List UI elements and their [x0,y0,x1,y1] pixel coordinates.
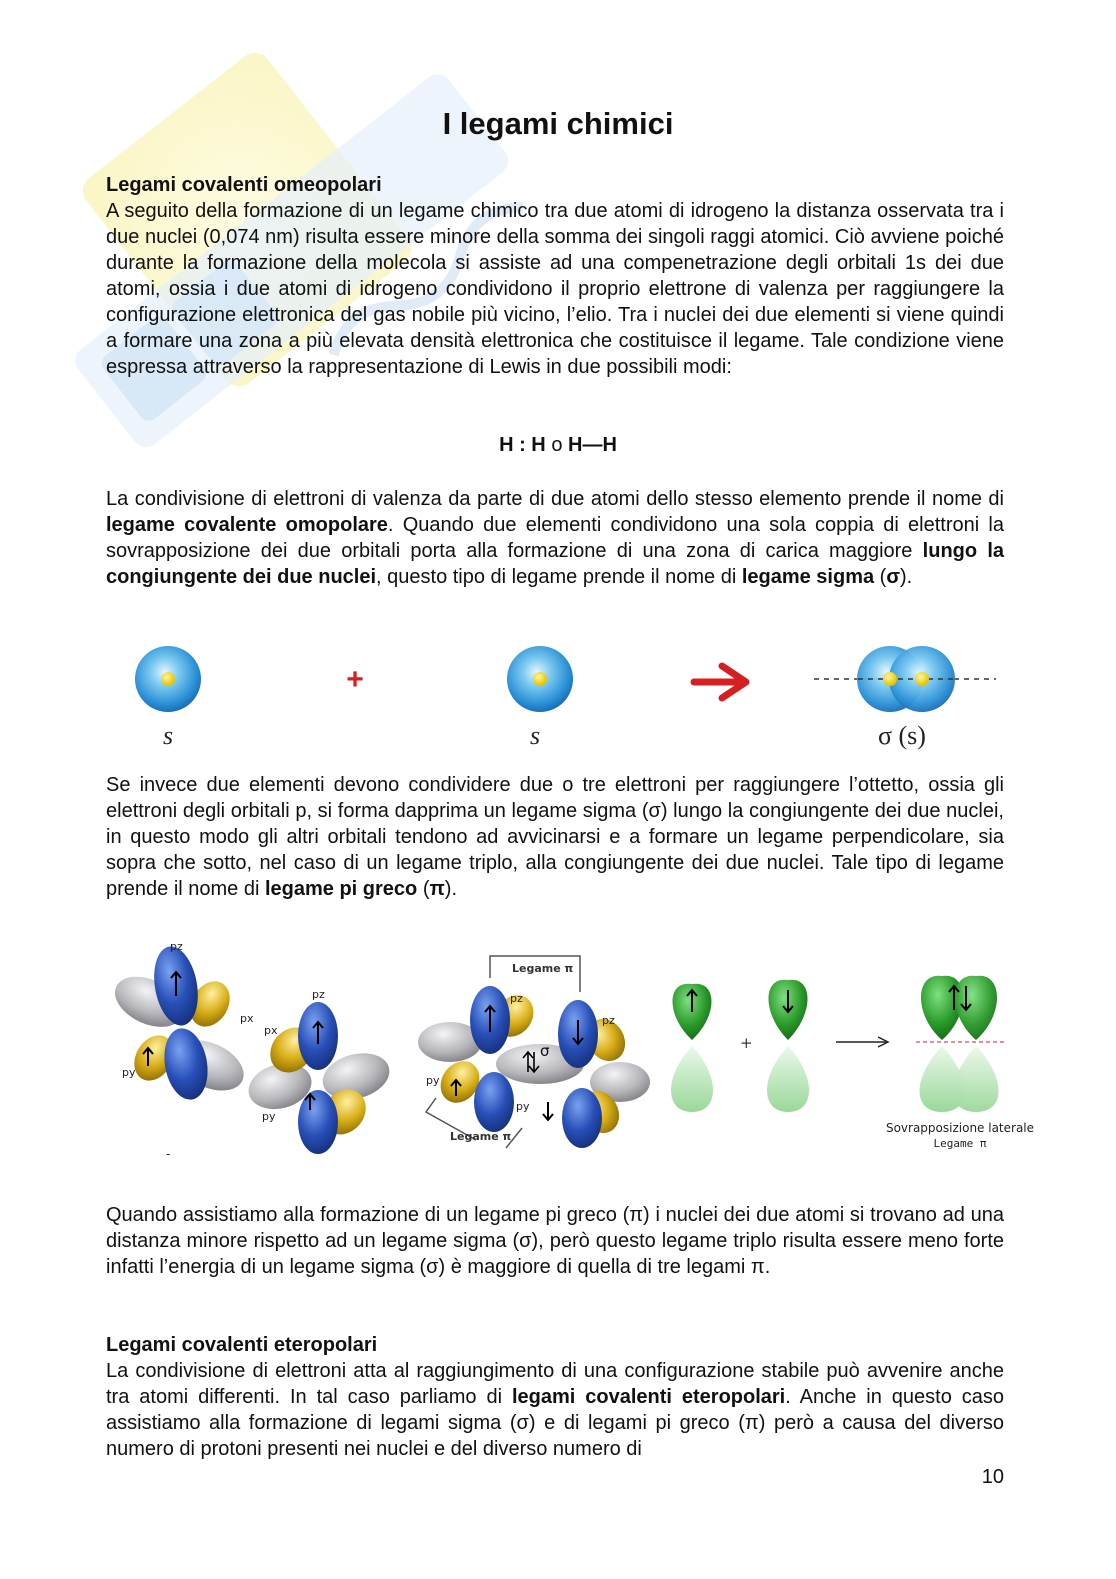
text-run: ). [900,566,913,588]
text-run: . Anche in questo caso assistiamo alla formazione di legami sigma (σ) e di legami pi greco (π) però a causa del diverso numero di protoni presenti nei nuclei e del diverso numero di [106,1386,1005,1460]
term-legame-pi-greco: legame pi greco [264,878,418,900]
text-run: ( [417,878,430,900]
green-lateral-overlap [916,976,1004,1112]
label-py-2: py [262,1110,276,1123]
s-orbital-1 [135,646,201,712]
label-py-1: py [122,1066,136,1079]
label-pz-4: pz [602,1014,615,1027]
text-run: , questo tipo di legame prende il nome di [376,566,742,588]
figure-p-orbitals-pi-bond [104,936,1044,1166]
text-run: La condivisione di elettroni di valenza da parte di due atomi dello stesso elemento prende il nome di [106,488,1004,510]
label-pz-2: pz [312,988,325,1001]
figure-s-orbital-overlap [106,636,1006,760]
label-sovrapposizione: Sovrapposizione laterale [885,1121,1035,1135]
label-px-1: px [240,1012,254,1025]
label-py-3: py [426,1074,440,1087]
text-run: La condivisione di elettroni atta al raggiungimento di una configurazione stabile può avvenire anche tra atomi differenti. In tal caso parliamo di [106,1360,1004,1408]
label-px-2: px [264,1024,278,1037]
text-run: . Quando due elementi condividono una sola coppia di elettroni la sovrapposizione dei due orbitali porta alla formazione di una zona di carica maggiore [106,514,1004,562]
label-s1: s [163,721,174,750]
text-run: ( [874,566,887,588]
term-legami-covalenti-eteropolari: legami covalenti eteropolari [511,1386,786,1408]
section-omeopolari [106,172,1004,380]
p-orbital-atom-1 [107,943,252,1103]
green-p-orbital-1 [671,984,713,1112]
plus-sign-2: + [740,1034,753,1052]
label-legame-pi-caption: Legame π [933,1137,987,1150]
paragraph-distanza-nuclei: Quando assistiamo alla formazione di un legame pi greco (π) i nuclei dei due atomi si trovano ad una distanza minore rispetto ad un legame sigma (σ), però questo legame triplo risulta essere meno forte infatti l’energia di un legame sigma (σ) è maggiore di quella di tre legami π. [106,1204,1004,1278]
label-legame-pi-top: Legame π [512,962,574,975]
section-heading-omeopolari: Legami covalenti omeopolari [106,174,382,196]
lewis-formula [0,434,1116,457]
overlap-arrow-icon [836,1037,888,1047]
symbol-sigma: σ [886,566,901,588]
label-py-4: py [516,1100,530,1113]
green-p-orbital-2 [767,980,809,1112]
text-run: Se invece due elementi devono condividere due o tre elettroni per raggiungere l’ottetto, ossia gli elettroni degli orbitali p, si forma dapprima un legame sigma (σ) lungo la congiungente dei due nuclei, in questo modo gli altri orbitali tendono ad avvicinarsi e a formare un legame perpendicolare, sia sopra che sotto, nel caso di un legame triplo, alla congiungente dei due nuclei. Tale tipo di legame prende il nome di [106,774,1004,900]
sigma-orbital-overlap [857,646,955,712]
s-orbital-2 [507,646,573,712]
paragraph-pi-block [106,772,1004,902]
label-legame-pi-bottom: Legame π [450,1130,512,1143]
paragraph-pi-greco [106,772,1004,902]
paragraph-distanza-block [106,1202,1004,1280]
label-sigma: σ [540,1042,550,1060]
lewis-formula-or: o [551,434,563,456]
reaction-arrow-icon [694,666,746,698]
term-legame-covalente-omopolare: legame covalente omopolare [106,514,388,536]
label-pz-1: pz [170,940,183,953]
paragraph-idrogeno: A seguito della formazione di un legame chimico tra due atomi di idrogeno la distanza osservata tra i due nuclei (0,074 nm) risulta essere minore della somma dei singoli raggi atomici. Ciò avviene poiché durante la formazione della molecola si assiste ad una compenetrazione degli orbitali 1s dei due atomi, ossia i due atomi di idrogeno condividono il proprio elettrone di valenza per raggiungere la configurazione elettronica del gas nobile più vicino, l’elio. Tra i nuclei dei due elementi si viene quindi a formare una zona a più elevata densità elettronica che costituisce il legame. Tale condizione viene espressa attraverso la rappresentazione di Lewis in due possibili modi: [106,200,1004,378]
text-run: ). [444,878,458,900]
term-legame-sigma: legame sigma [741,566,875,588]
pi-bond-molecule [418,956,650,1148]
page-number: 10 [981,1466,1004,1488]
plus-sign: + [346,663,364,696]
paragraph-eteropolari [106,1358,1004,1462]
symbol-pi: π [429,878,445,900]
lewis-formula-dash: H—H [568,434,617,456]
paragraph-omopolare [106,486,1004,590]
label-s2: s [530,721,541,750]
page-title: I legami chimici [442,106,674,141]
lewis-formula-dots: H : H [499,434,546,456]
label-sigma-s: σ (s) [878,721,926,750]
section-eteropolari [106,1332,1004,1462]
label-pz-3: pz [510,992,523,1005]
label-dash: - [166,1147,171,1161]
term-congiungente: lungo la congiungente dei due nuclei [106,540,1004,588]
section-heading-eteropolari: Legami covalenti eteropolari [106,1334,378,1356]
paragraph-omopolare-block [106,486,1004,590]
